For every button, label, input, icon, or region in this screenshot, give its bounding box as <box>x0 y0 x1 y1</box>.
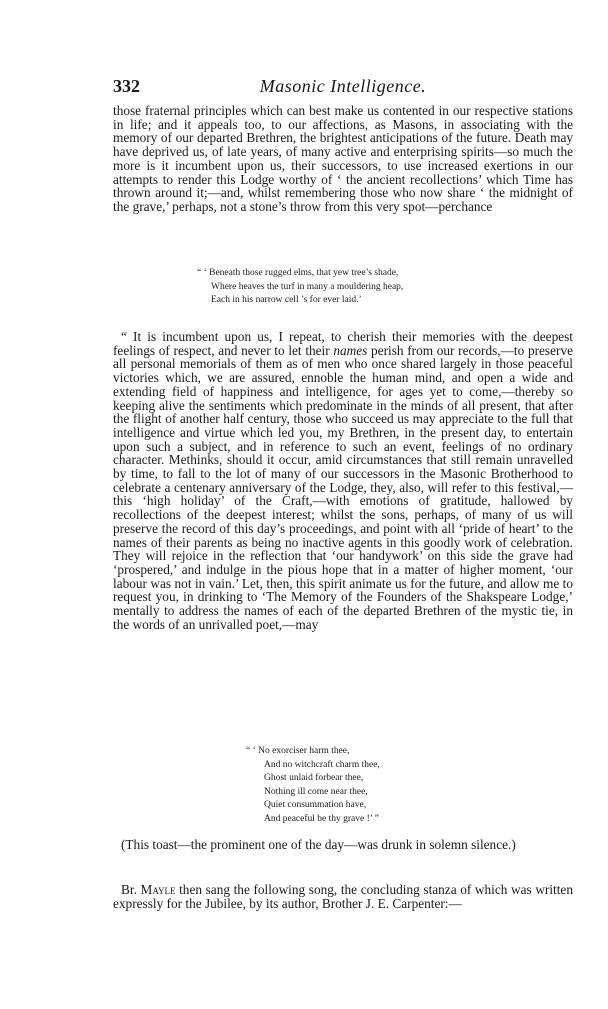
paragraph-2 <box>113 330 573 631</box>
verse-line: Quiet consummation have, <box>264 800 367 811</box>
verse-line: Each in his narrow cell ’s for ever laid.’ <box>211 295 362 306</box>
running-title: Masonic Intelligence. <box>259 76 427 96</box>
verse-line: Where heaves the turf in many a mouldering heap, <box>211 281 404 292</box>
verse-line: “ ‘ No exorciser harm thee, <box>246 746 350 756</box>
verse-line: “ ‘ Beneath those rugged elms, that yew tree’s shade, <box>197 268 399 278</box>
paragraph-3: (This toast—the prominent one of the day—was drunk in solemn silence.) <box>121 837 516 852</box>
page-number: 332 <box>113 76 140 96</box>
paragraph-1: those fraternal principles which can best make us contented in our respective stations in life; and it appeals too, to our affections, as Masons, in associating with the memory of our departed Brethren, the brightest anticipations of the future. Death may have deprived us, of late years, of many active and enterprising spirits—so much the more is it incumbent upon us, their successors, to use increased exertions in our attempts to render this Lodge worthy of ‘ the ancient recollections’ which Time has thrown around it;—and, whilst remembering those who now share ‘ the midnight of the grave,’ perhaps, not a stone’s throw from this very spot—perchance <box>113 103 573 214</box>
page-header <box>113 76 573 100</box>
singer-name: Mayle <box>140 882 176 897</box>
verse-line: Nothing ill come near thee, <box>264 786 368 797</box>
paragraph-2-emphasis: names <box>333 342 368 358</box>
paragraph-4-prefix: Br. <box>121 882 141 897</box>
verse-line: Ghost unlaid forbear thee, <box>264 773 364 784</box>
verse-line: And peaceful be thy grave !’ ” <box>264 813 379 824</box>
paragraph-2-text-a: “ It is incumbent upon us, I repeat, to cherish their memories with the deepest feelings of respect, and never to let their <box>113 329 573 358</box>
paragraph-4-text: then sang the following song, the concluding stanza of which was written expressly for the Jubilee, by its author, Brother J. E. Carpenter:— <box>113 882 573 911</box>
verse-line: And no witchcraft charm thee, <box>264 759 380 770</box>
paragraph-4 <box>113 883 573 910</box>
verse-elegy <box>197 267 403 308</box>
verse-dirge <box>246 745 380 827</box>
paragraph-2-text-b: perish from our records,—to preserve all personal memorials of them as of men who once shared largely in those peaceful victories which, we are assured, ennoble the human mind, and open a wide and extending field of happiness and intelligence, for ages yet to come,—thereby so keeping alive the sentiments which predominate in the minds of all present, that after the flight of another half century, those who succeed us may appreciate to the full that intelligence and virtue which led you, my Brethren, in the present day, to entertain upon such a subject, and in reference to such an event, feelings of no ordinary character. Methinks, should it occur, amid circumstances that still remain unravelled by time, to fall to the lot of many of our successors in the Masonic Brotherhood to celebrate a centenary anniversary of the Lodge, they, also, will refer to this festival,—this ‘high holiday’ of the Craft,—with emotions of gratitude, hallowed by recollections of the deepest interest; whilst the sons, perhaps, of many of us will preserve the record of this day’s proceedings, and point with all ‘pride of heart’ to the names of their parents as being no inactive agents in this goodly work of celebration. They will rejoice in the reflection that ‘our handywork’ on this side the grave had ‘prospered,’ and indulge in the pious hope that in a matter of higher moment, ‘our labour was not in vain.’ Let, then, this spirit animate us for the future, and allow me to request you, in drinking to ‘The Memory of the Founders of the Shakspeare Lodge,’ mentally to address the names of each of the departed Brethren of the mystic tie, in the words of an unrivalled poet,—may <box>113 342 573 632</box>
